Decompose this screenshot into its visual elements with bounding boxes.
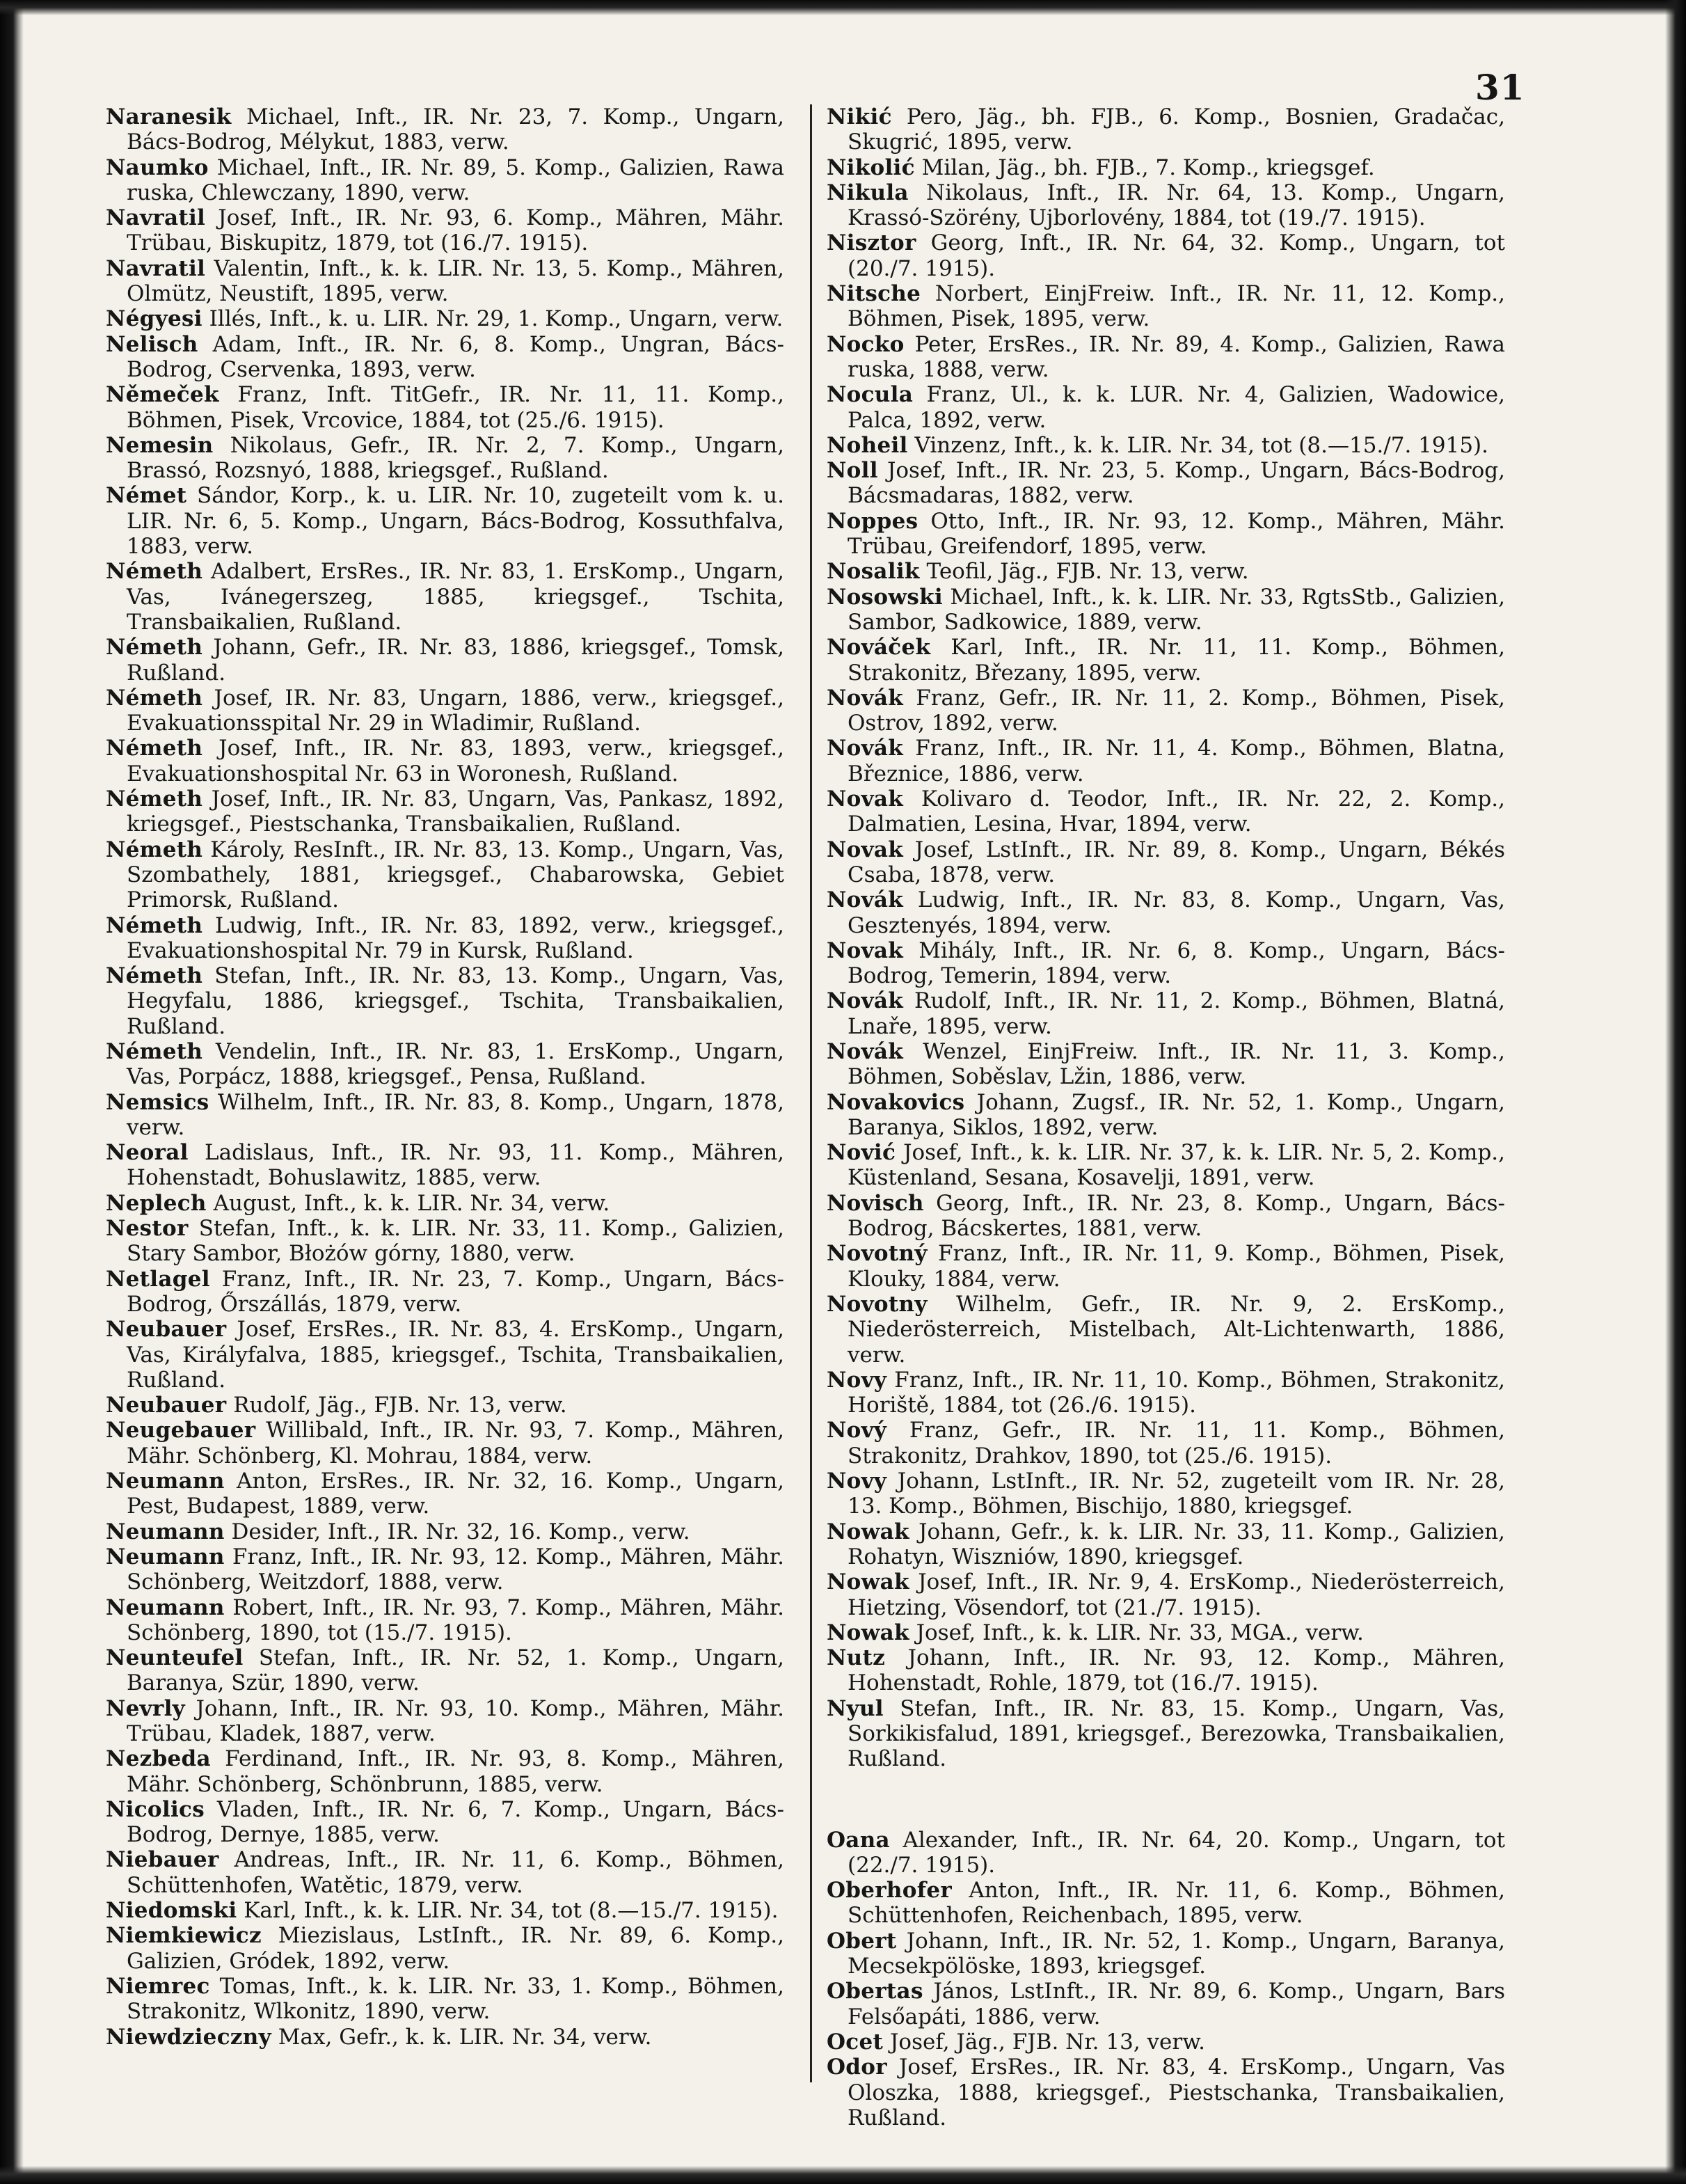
entry-surname: Neubauer bbox=[106, 1393, 227, 1418]
entry-surname: Niewdzieczny bbox=[106, 2024, 271, 2050]
entry-surname: Neumann bbox=[106, 1544, 225, 1569]
entry-details: Wilhelm, Inft., IR. Nr. 83, 8. Komp., Ungarn, 1878, verw. bbox=[127, 1089, 784, 1140]
entry-surname: Novotny bbox=[827, 1291, 928, 1317]
entry-surname: Nikula bbox=[827, 180, 909, 205]
scan-edge-left bbox=[0, 0, 24, 2184]
entry-details: Franz, Inft., IR. Nr. 93, 12. Komp., Mähren, Mähr. Schönberg, Weitzdorf, 1888, verw. bbox=[127, 1544, 784, 1595]
entry-surname: Novotný bbox=[827, 1241, 928, 1267]
entry-details: Karl, Inft., k. k. LIR. Nr. 34, tot (8.—15./7. 1915). bbox=[244, 1898, 779, 1924]
casualty-entry bbox=[827, 686, 1505, 736]
entry-details: Josef, Jäg., FJB. Nr. 13, verw. bbox=[889, 2029, 1205, 2055]
entry-details: Nikolaus, Inft., IR. Nr. 64, 13. Komp., Ungarn, Krassó-Szörény, Ujborlovény, 1884, tot (19./7. 1915). bbox=[848, 180, 1505, 231]
entry-surname: Németh bbox=[106, 963, 203, 989]
casualty-entry bbox=[106, 686, 784, 736]
casualty-entry bbox=[106, 483, 784, 559]
casualty-entry bbox=[827, 458, 1505, 509]
scan-edge-top bbox=[0, 0, 1686, 15]
entry-details: Norbert, EinjFreiw. Inft., IR. Nr. 11, 12. Komp., Böhmen, Pisek, 1895, verw. bbox=[848, 281, 1506, 332]
entry-surname: Niemkiewicz bbox=[106, 1923, 262, 1949]
entry-details: Josef, Inft., IR. Nr. 83, Ungarn, Vas, Pankasz, 1892, kriegsgef., Piestschanka, Transbaikalien, Rußland. bbox=[127, 786, 784, 837]
casualty-entry bbox=[827, 1039, 1505, 1090]
casualty-entry bbox=[106, 1469, 784, 1519]
entry-surname: Németh bbox=[106, 559, 203, 585]
entry-surname: Novakovics bbox=[827, 1089, 965, 1115]
casualty-entry bbox=[106, 1544, 784, 1595]
entry-details: Willibald, Inft., IR. Nr. 93, 7. Komp., Mähren, Mähr. Schönberg, Kl. Mohrau, 1884, verw. bbox=[127, 1418, 784, 1469]
casualty-entry bbox=[827, 559, 1505, 584]
entry-details: Johann, Gefr., IR. Nr. 83, 1886, kriegsgef., Tomsk, Rußland. bbox=[127, 635, 784, 686]
casualty-entry bbox=[106, 1090, 784, 1141]
casualty-entry bbox=[827, 938, 1505, 989]
entry-surname: Nelisch bbox=[106, 331, 198, 357]
casualty-entry bbox=[106, 1595, 784, 1646]
entry-surname: Nocula bbox=[827, 382, 914, 408]
casualty-entry bbox=[106, 1039, 784, 1090]
entry-surname: Ocet bbox=[827, 2029, 884, 2055]
entry-surname: Nezbeda bbox=[106, 1746, 211, 1772]
casualty-entry bbox=[827, 509, 1505, 560]
entry-surname: Németh bbox=[106, 912, 203, 938]
entry-details: Stefan, Inft., IR. Nr. 52, 1. Komp., Ungarn, Baranya, Szür, 1890, verw. bbox=[127, 1645, 784, 1696]
entry-details: Johann, Inft., IR. Nr. 93, 10. Komp., Mähren, Mähr. Trübau, Kladek, 1887, verw. bbox=[127, 1695, 784, 1746]
entry-details: August, Inft., k. k. LIR. Nr. 34, verw. bbox=[213, 1190, 610, 1216]
entry-surname: Novak bbox=[827, 786, 904, 812]
casualty-entry bbox=[106, 1746, 784, 1797]
scan-edge-bottom bbox=[0, 2166, 1686, 2184]
entry-details: Josef, ErsRes., IR. Nr. 83, 4. ErsKomp., Ungarn, Vas, Királyfalva, 1885, kriegsgef., Tschita, Transbaikalien, Rußland. bbox=[127, 1317, 784, 1393]
casualty-entry bbox=[827, 1569, 1505, 1620]
entry-details: Franz, Inft., IR. Nr. 11, 9. Komp., Böhmen, Pisek, Klouky, 1884, verw. bbox=[848, 1241, 1505, 1292]
entry-details: Alexander, Inft., IR. Nr. 64, 20. Komp., Ungarn, tot (22./7. 1915). bbox=[848, 1827, 1505, 1878]
casualty-entry bbox=[106, 1519, 784, 1544]
casualty-entry bbox=[827, 104, 1505, 155]
entry-surname: Négyesi bbox=[106, 306, 202, 332]
entry-details: Karl, Inft., IR. Nr. 11, 11. Komp., Böhmen, Strakonitz, Březany, 1895, verw. bbox=[848, 635, 1505, 686]
entry-details: Josef, Inft., IR. Nr. 93, 6. Komp., Mähren, Mähr. Trübau, Biskupitz, 1879, tot (16./7. 1915). bbox=[127, 205, 785, 256]
casualty-entry bbox=[827, 281, 1505, 332]
entry-details: Michael, Inft., IR. Nr. 89, 5. Komp., Galizien, Rawa ruska, Chlewczany, 1890, verw. bbox=[127, 155, 785, 205]
casualty-entry bbox=[106, 155, 784, 206]
entry-details: Ludwig, Inft., IR. Nr. 83, 8. Komp., Ungarn, Vas, Gesztenyés, 1894, verw. bbox=[848, 887, 1505, 938]
entry-surname: Naumko bbox=[106, 155, 209, 180]
entry-surname: Naranesik bbox=[106, 104, 232, 129]
casualty-entry bbox=[827, 1191, 1505, 1242]
casualty-entry bbox=[827, 2055, 1505, 2130]
entry-surname: Novák bbox=[827, 736, 904, 761]
entry-surname: Navratil bbox=[106, 205, 206, 231]
entry-surname: Navratil bbox=[106, 255, 206, 281]
entry-details: Wenzel, EinjFreiw. Inft., IR. Nr. 11, 3. Komp., Böhmen, Soběslav, Lžin, 1886, verw. bbox=[848, 1038, 1505, 1090]
entry-surname: Novy bbox=[827, 1367, 887, 1393]
entry-details: Vinzenz, Inft., k. k. LIR. Nr. 34, tot (8.—15./7. 1915). bbox=[914, 432, 1488, 458]
casualty-entry bbox=[106, 1797, 784, 1848]
entry-surname: Oana bbox=[827, 1827, 890, 1853]
casualty-entry bbox=[106, 1645, 784, 1696]
entry-surname: Niemrec bbox=[106, 1973, 210, 1999]
entry-surname: Nikić bbox=[827, 104, 892, 129]
casualty-entry bbox=[106, 1923, 784, 1974]
casualty-entry bbox=[106, 433, 784, 484]
entry-details: Josef, ErsRes., IR. Nr. 83, 4. ErsKomp., Ungarn, Vas Oloszka, 1888, kriegsgef., Piestschanka, Transbaikalien, Rußland. bbox=[848, 2055, 1505, 2130]
entry-surname: Obertas bbox=[827, 1979, 923, 2004]
entry-details: Franz, Inft. TitGefr., IR. Nr. 11, 11. Komp., Böhmen, Pisek, Vrcovice, 1884, tot (25./6. 1915). bbox=[127, 382, 785, 433]
entry-surname: Németh bbox=[106, 736, 203, 761]
casualty-entry bbox=[106, 837, 784, 913]
entry-surname: Németh bbox=[106, 786, 203, 812]
entry-surname: Nocko bbox=[827, 331, 905, 357]
casualty-entry bbox=[827, 585, 1505, 635]
casualty-entry bbox=[106, 1267, 784, 1317]
entry-surname: Obert bbox=[827, 1928, 897, 1954]
entry-surname: Oberhofer bbox=[827, 1878, 953, 1904]
casualty-entry bbox=[106, 1393, 784, 1418]
entry-details: Stefan, Inft., IR. Nr. 83, 13. Komp., Ungarn, Vas, Hegyfalu, 1886, kriegsgef., Tschita, Transbaikalien, Rußland. bbox=[127, 963, 784, 1039]
entry-details: Josef, IR. Nr. 83, Ungarn, 1886, verw., kriegsgef., Evakuationsspital Nr. 29 in Wladimir, Rußland. bbox=[127, 685, 784, 736]
entry-details: Kolivaro d. Teodor, Inft., IR. Nr. 22, 2. Komp., Dalmatien, Lesina, Hvar, 1894, verw. bbox=[848, 786, 1505, 837]
casualty-entry bbox=[106, 1140, 784, 1191]
casualty-entry bbox=[106, 205, 784, 256]
casualty-entry bbox=[106, 1898, 784, 1923]
right-column bbox=[827, 104, 1505, 2130]
casualty-entry bbox=[827, 1418, 1505, 1469]
entry-details: Adalbert, ErsRes., IR. Nr. 83, 1. ErsKomp., Ungarn, Vas, Ivánegerszeg, 1885, kriegsgef., Tschita, Transbaikalien, Rußland. bbox=[127, 559, 784, 635]
entry-details: Desider, Inft., IR. Nr. 32, 16. Komp., verw. bbox=[231, 1519, 690, 1544]
entry-surname: Nemsics bbox=[106, 1089, 209, 1115]
casualty-entry bbox=[106, 736, 784, 786]
casualty-entry bbox=[106, 786, 784, 837]
entry-details: Michael, Inft., k. k. LIR. Nr. 33, RgtsStb., Galizien, Sambor, Sadkowice, 1889, verw. bbox=[848, 584, 1505, 635]
entry-surname: Nicolics bbox=[106, 1796, 205, 1822]
entry-details: Johann, Gefr., k. k. LIR. Nr. 33, 11. Komp., Galizien, Rohatyn, Wiszniów, 1890, kriegsgef. bbox=[848, 1519, 1506, 1569]
entry-details: Franz, Inft., IR. Nr. 11, 10. Komp., Böhmen, Strakonitz, Horiště, 1884, tot (26./6. 1915). bbox=[848, 1367, 1506, 1418]
entry-details: Johann, Inft., IR. Nr. 52, 1. Komp., Ungarn, Baranya, Mecsekpölöske, 1893, kriegsgef. bbox=[848, 1928, 1505, 1979]
entry-surname: Németh bbox=[106, 685, 203, 711]
casualty-entry bbox=[827, 155, 1505, 180]
entry-surname: Nowak bbox=[827, 1519, 909, 1544]
entry-surname: Novak bbox=[827, 937, 904, 963]
casualty-entry bbox=[106, 1191, 784, 1216]
entry-details: Tomas, Inft., k. k. LIR. Nr. 33, 1. Komp., Böhmen, Strakonitz, Wlkonitz, 1890, verw. bbox=[127, 1973, 785, 2025]
entry-surname: Novy bbox=[827, 1469, 887, 1494]
casualty-entry bbox=[827, 837, 1505, 888]
entry-surname: Nović bbox=[827, 1140, 896, 1166]
casualty-entry bbox=[106, 635, 784, 686]
entry-details: Josef, Inft., IR. Nr. 83, 1893, verw., kriegsgef., Evakuationshospital Nr. 63 in Woronesh, Rußland. bbox=[127, 736, 784, 786]
entry-details: Robert, Inft., IR. Nr. 93, 7. Komp., Mähren, Mähr. Schönberg, 1890, tot (15./7. 1915). bbox=[127, 1595, 784, 1645]
entry-details: Ludwig, Inft., IR. Nr. 83, 1892, verw., kriegsgef., Evakuationshospital Nr. 79 in Kursk, Rußland. bbox=[127, 912, 784, 963]
casualty-entry bbox=[827, 1878, 1505, 1929]
entry-details: Wilhelm, Gefr., IR. Nr. 9, 2. ErsKomp., Niederösterreich, Mistelbach, Alt-Lichtenwarth, 1886, verw. bbox=[848, 1291, 1505, 1368]
casualty-entry bbox=[106, 306, 784, 331]
entry-surname: Neumann bbox=[106, 1595, 225, 1620]
casualty-entry bbox=[827, 635, 1505, 686]
casualty-entry bbox=[827, 988, 1505, 1039]
entry-surname: Nitsche bbox=[827, 281, 921, 307]
casualty-entry bbox=[827, 1620, 1505, 1645]
entry-details: Franz, Ul., k. k. LUR. Nr. 4, Galizien, Wadowice, Palca, 1892, verw. bbox=[848, 382, 1505, 433]
casualty-entry bbox=[827, 736, 1505, 786]
entry-details: Adam, Inft., IR. Nr. 6, 8. Komp., Ungran, Bács-Bodrog, Cservenka, 1893, verw. bbox=[127, 331, 784, 382]
casualty-entry bbox=[106, 382, 784, 433]
page-number: 31 bbox=[1475, 67, 1525, 108]
entry-surname: Nikolić bbox=[827, 155, 915, 180]
entry-surname: Német bbox=[106, 483, 187, 509]
casualty-entry bbox=[827, 1645, 1505, 1696]
entry-details: Josef, Inft., IR. Nr. 9, 4. ErsKomp., Niederösterreich, Hietzing, Vösendorf, tot (21./7. 1915). bbox=[848, 1569, 1505, 1620]
entry-surname: Nutz bbox=[827, 1645, 885, 1671]
entry-surname: Novak bbox=[827, 837, 904, 862]
casualty-entry bbox=[827, 1469, 1505, 1519]
casualty-entry bbox=[827, 230, 1505, 281]
entry-surname: Nowak bbox=[827, 1569, 909, 1595]
entry-details: Georg, Inft., IR. Nr. 64, 32. Komp., Ungarn, tot (20./7. 1915). bbox=[848, 230, 1505, 281]
entry-surname: Németh bbox=[106, 1038, 203, 1064]
entry-details: Miezislaus, LstInft., IR. Nr. 89, 6. Komp., Galizien, Gródek, 1892, verw. bbox=[127, 1923, 784, 1974]
entry-details: Ferdinand, Inft., IR. Nr. 93, 8. Komp., Mähren, Mähr. Schönberg, Schönbrunn, 1885, verw. bbox=[127, 1746, 785, 1797]
entry-details: Andreas, Inft., IR. Nr. 11, 6. Komp., Böhmen, Schüttenhofen, Watětic, 1879, verw. bbox=[127, 1847, 784, 1898]
entry-details: Franz, Inft., IR. Nr. 11, 4. Komp., Böhmen, Blatna, Březnice, 1886, verw. bbox=[848, 736, 1505, 786]
entry-surname: Németh bbox=[106, 837, 203, 862]
entry-details: Otto, Inft., IR. Nr. 93, 12. Komp., Mähren, Mähr. Trübau, Greifendorf, 1895, verw. bbox=[848, 508, 1505, 560]
left-column bbox=[106, 104, 784, 2050]
entry-surname: Nevrly bbox=[106, 1695, 185, 1721]
entry-details: Johann, Inft., IR. Nr. 93, 12. Komp., Mähren, Hohenstadt, Rohle, 1879, tot (16./7. 1915). bbox=[848, 1645, 1505, 1696]
entries-letter-o bbox=[827, 1828, 1505, 2131]
casualty-entry bbox=[106, 1696, 784, 1747]
entry-details: Rudolf, Inft., IR. Nr. 11, 2. Komp., Böhmen, Blatná, Lnaře, 1895, verw. bbox=[848, 988, 1505, 1039]
casualty-entry bbox=[827, 332, 1505, 383]
entry-details: Georg, Inft., IR. Nr. 23, 8. Komp., Ungarn, Bács-Bodrog, Bácskertes, 1881, verw. bbox=[848, 1190, 1505, 1242]
casualty-entry bbox=[106, 963, 784, 1039]
entry-surname: Nisztor bbox=[827, 230, 916, 256]
casualty-entry bbox=[106, 2025, 784, 2050]
entry-surname: Noheil bbox=[827, 432, 908, 458]
casualty-entry bbox=[827, 382, 1505, 433]
casualty-entry bbox=[827, 1292, 1505, 1368]
entry-surname: Nováček bbox=[827, 635, 931, 660]
casualty-entry bbox=[827, 887, 1505, 938]
entry-surname: Neunteufel bbox=[106, 1645, 244, 1671]
section-gap bbox=[827, 1772, 1505, 1828]
entry-details: Vladen, Inft., IR. Nr. 6, 7. Komp., Ungarn, Bács-Bodrog, Dernye, 1885, verw. bbox=[127, 1796, 784, 1848]
entry-details: Johann, Zugsf., IR. Nr. 52, 1. Komp., Ungarn, Baranya, Siklos, 1892, verw. bbox=[848, 1089, 1505, 1140]
entry-details: Josef, Inft., IR. Nr. 23, 5. Komp., Ungarn, Bács-Bodrog, Bácsmadaras, 1882, verw. bbox=[848, 458, 1505, 509]
entry-surname: Odor bbox=[827, 2055, 887, 2080]
entry-surname: Noll bbox=[827, 458, 878, 484]
entry-details: Josef, LstInft., IR. Nr. 89, 8. Komp., Ungarn, Békés Csaba, 1878, verw. bbox=[848, 837, 1506, 887]
entry-surname: Niedomski bbox=[106, 1898, 237, 1924]
entry-details: Anton, Inft., IR. Nr. 11, 6. Komp., Böhmen, Schüttenhofen, Reichenbach, 1895, verw. bbox=[848, 1878, 1505, 1929]
entry-details: Peter, ErsRes., IR. Nr. 89, 4. Komp., Galizien, Rawa ruska, 1888, verw. bbox=[848, 331, 1505, 382]
entry-details: Illés, Inft., k. u. LIR. Nr. 29, 1. Komp., Ungarn, verw. bbox=[209, 306, 784, 332]
entry-surname: Novák bbox=[827, 988, 904, 1014]
entry-surname: Noppes bbox=[827, 508, 918, 534]
casualty-entry bbox=[827, 1090, 1505, 1141]
casualty-entry bbox=[827, 786, 1505, 837]
entry-surname: Novák bbox=[827, 887, 904, 913]
entry-surname: Novák bbox=[827, 685, 904, 711]
entry-details: Nikolaus, Gefr., IR. Nr. 2, 7. Komp., Ungarn, Brassó, Rozsnyó, 1888, kriegsgef., Rußland. bbox=[127, 432, 784, 484]
entry-surname: Nestor bbox=[106, 1216, 189, 1242]
casualty-entry bbox=[827, 1241, 1505, 1292]
entry-surname: Németh bbox=[106, 635, 203, 660]
entry-details: Ladislaus, Inft., IR. Nr. 93, 11. Komp., Mähren, Hohenstadt, Bohuslawitz, 1885, verw. bbox=[127, 1140, 785, 1191]
entry-details: János, LstInft., IR. Nr. 89, 6. Komp., Ungarn, Bars Felsőapáti, 1886, verw. bbox=[848, 1979, 1505, 2029]
entry-details: Max, Gefr., k. k. LIR. Nr. 34, verw. bbox=[278, 2024, 652, 2050]
entry-surname: Netlagel bbox=[106, 1266, 210, 1292]
casualty-entry bbox=[106, 1317, 784, 1393]
entry-surname: Niebauer bbox=[106, 1847, 219, 1873]
casualty-entry bbox=[827, 1696, 1505, 1772]
casualty-entry bbox=[106, 1974, 784, 2025]
casualty-entry bbox=[106, 256, 784, 307]
casualty-entry bbox=[827, 433, 1505, 458]
casualty-entry bbox=[106, 559, 784, 635]
casualty-entry bbox=[827, 1519, 1505, 1570]
entry-details: Károly, ResInft., IR. Nr. 83, 13. Komp., Ungarn, Vas, Szombathely, 1881, kriegsgef., Chabarowska, Gebiet Primorsk, Rußland. bbox=[127, 837, 784, 913]
entry-surname: Neoral bbox=[106, 1140, 189, 1166]
entry-surname: Nyul bbox=[827, 1695, 884, 1721]
casualty-entry bbox=[106, 332, 784, 383]
casualty-entry bbox=[827, 1368, 1505, 1418]
entry-details: Valentin, Inft., k. k. LIR. Nr. 13, 5. Komp., Mähren, Olmütz, Neustift, 1895, verw. bbox=[127, 255, 784, 307]
entry-surname: Neumann bbox=[106, 1469, 225, 1494]
entry-details: Franz, Gefr., IR. Nr. 11, 11. Komp., Böhmen, Strakonitz, Drahkov, 1890, tot (25./6. 1915). bbox=[848, 1418, 1505, 1469]
entry-details: Franz, Inft., IR. Nr. 23, 7. Komp., Ungarn, Bács-Bodrog, Őrszállás, 1879, verw. bbox=[127, 1266, 785, 1317]
entry-details: Michael, Inft., IR. Nr. 23, 7. Komp., Ungarn, Bács-Bodrog, Mélykut, 1883, verw. bbox=[127, 104, 784, 155]
scan-edge-right bbox=[1665, 0, 1686, 2184]
entries-letter-n bbox=[827, 104, 1505, 1772]
entry-surname: Nowak bbox=[827, 1620, 909, 1645]
casualty-entry bbox=[106, 913, 784, 964]
entry-surname: Novisch bbox=[827, 1190, 924, 1216]
entry-surname: Neplech bbox=[106, 1190, 207, 1216]
casualty-entry bbox=[827, 1979, 1505, 2029]
casualty-entry bbox=[827, 180, 1505, 231]
entry-details: Teofil, Jäg., FJB. Nr. 13, verw. bbox=[926, 559, 1249, 585]
casualty-entry bbox=[106, 1418, 784, 1469]
casualty-entry bbox=[827, 1828, 1505, 1878]
entry-surname: Nosalik bbox=[827, 559, 920, 585]
casualty-entry bbox=[106, 1216, 784, 1267]
entry-details: Rudolf, Jäg., FJB. Nr. 13, verw. bbox=[233, 1393, 567, 1418]
column-divider bbox=[810, 104, 812, 2082]
entry-details: Milan, Jäg., bh. FJB., 7. Komp., kriegsgef. bbox=[921, 155, 1375, 180]
entry-surname: Novák bbox=[827, 1038, 904, 1064]
casualty-entry bbox=[827, 2029, 1505, 2055]
entry-surname: Neugebauer bbox=[106, 1418, 256, 1443]
entry-surname: Nový bbox=[827, 1418, 887, 1443]
entry-details: Vendelin, Inft., IR. Nr. 83, 1. ErsKomp., Ungarn, Vas, Porpácz, 1888, kriegsgef., Pensa, Rußland. bbox=[127, 1038, 784, 1090]
casualty-entry bbox=[106, 104, 784, 155]
entry-surname: Neubauer bbox=[106, 1317, 227, 1343]
casualty-entry bbox=[827, 1140, 1505, 1191]
entry-details: Johann, LstInft., IR. Nr. 52, zugeteilt vom IR. Nr. 28, 13. Komp., Böhmen, Bischijo, 1880, kriegsgef. bbox=[848, 1469, 1505, 1519]
entry-details: Stefan, Inft., IR. Nr. 83, 15. Komp., Ungarn, Vas, Sorkikisfalud, 1891, kriegsgef., Berezowka, Transbaikalien, Rußland. bbox=[848, 1695, 1505, 1772]
entry-surname: Nemesin bbox=[106, 432, 214, 458]
entry-details: Josef, Inft., k. k. LIR. Nr. 33, MGA., verw. bbox=[916, 1620, 1364, 1645]
casualty-entry bbox=[827, 1929, 1505, 1979]
entry-details: Mihály, Inft., IR. Nr. 6, 8. Komp., Ungarn, Bács-Bodrog, Temerin, 1894, verw. bbox=[848, 937, 1505, 989]
entry-surname: Nosowski bbox=[827, 584, 943, 610]
entry-details: Josef, Inft., k. k. LIR. Nr. 37, k. k. LIR. Nr. 5, 2. Komp., Küstenland, Sesana, Kosavelji, 1891, verw. bbox=[848, 1140, 1505, 1191]
casualty-entry bbox=[106, 1847, 784, 1898]
entry-details: Stefan, Inft., k. k. LIR. Nr. 33, 11. Komp., Galizien, Stary Sambor, Błożów górny, 1880, verw. bbox=[127, 1216, 785, 1267]
entry-details: Anton, ErsRes., IR. Nr. 32, 16. Komp., Ungarn, Pest, Budapest, 1889, verw. bbox=[127, 1469, 785, 1519]
entry-details: Sándor, Korp., k. u. LIR. Nr. 10, zugeteilt vom k. u. LIR. Nr. 6, 5. Komp., Ungarn, Bács-Bodrog, Kossuthfalva, 1883, verw. bbox=[127, 483, 784, 560]
entry-surname: Němeček bbox=[106, 382, 219, 408]
entry-details: Pero, Jäg., bh. FJB., 6. Komp., Bosnien, Gradačac, Skugrić, 1895, verw. bbox=[848, 104, 1505, 155]
entry-details: Franz, Gefr., IR. Nr. 11, 2. Komp., Böhmen, Pisek, Ostrov, 1892, verw. bbox=[848, 685, 1505, 736]
entry-surname: Neumann bbox=[106, 1519, 225, 1544]
